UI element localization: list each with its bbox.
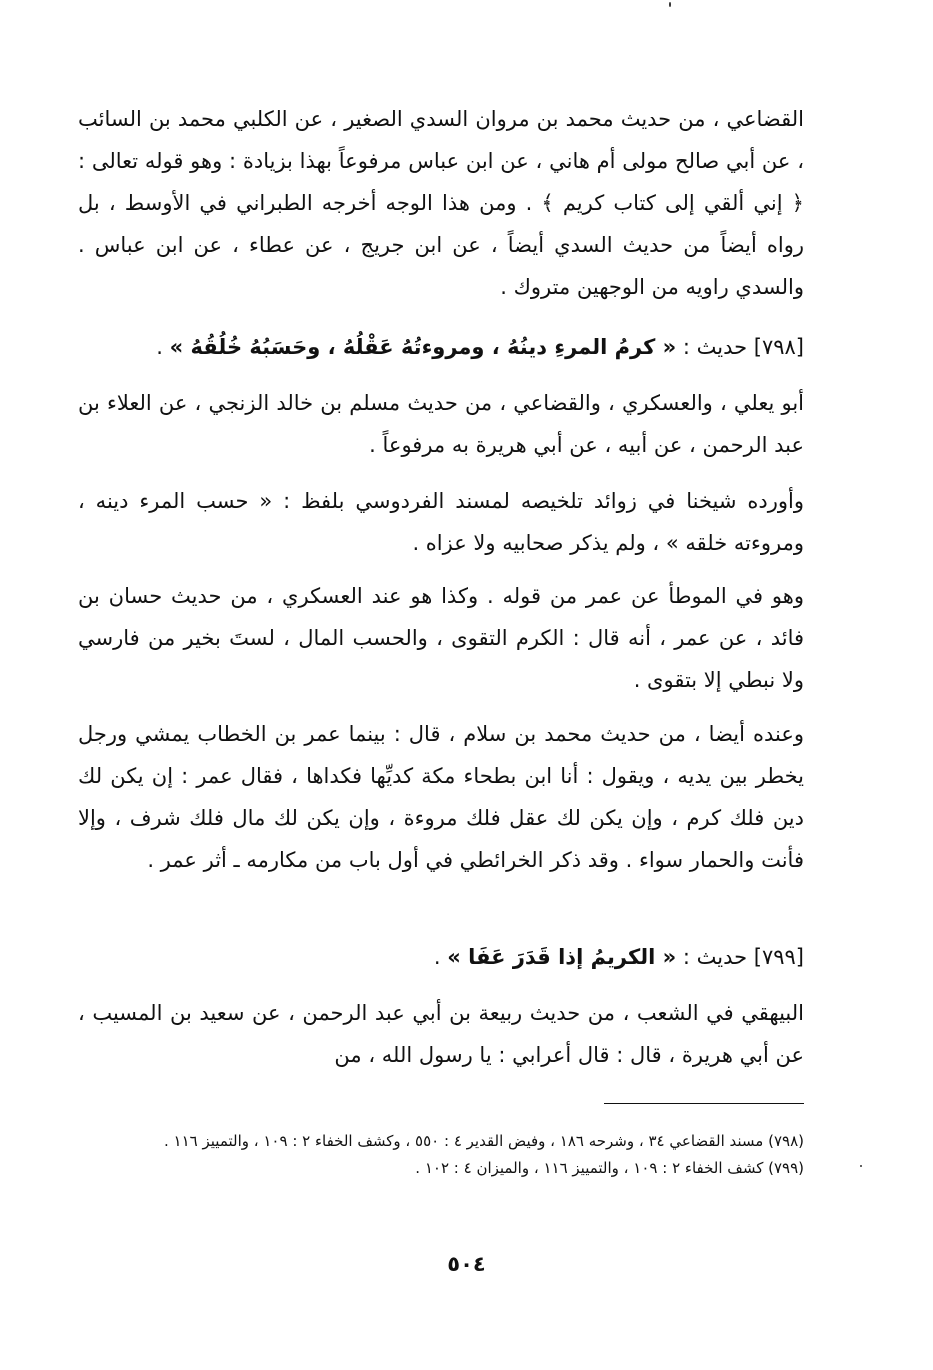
scan-speck: [860, 1165, 862, 1167]
footnote-separator: [604, 1103, 804, 1104]
paragraph-3: وأورده شيخنا في زوائد تلخيصه لمسند الفردوسي بلفظ : « حسب المرء دينه ، ومروءته خلقه » ، ولم يذكر صحابيه ولا عزاه .: [78, 489, 804, 555]
paragraph-4: وهو في الموطأ عن عمر من قوله . وكذا هو عند العسكري ، من حديث حسان بن فائد ، عن عمر ، أنه قال : الكرم التقوى ، والحسب المال ، لستَ بخير من فارسي ولا نبطي إلا بتقوى .: [78, 584, 804, 692]
page-number: ٥٠٤: [447, 1252, 486, 1276]
footnote-798: (٧٩٨) مسند القضاعي ٣٤ ، وشرحه ١٨٦ ، وفيض القدير ٤ : ٥٥٠ ، وكشف الخفاء ٢ : ١٠٩ ، والتمييز ١١٦ .: [164, 1132, 804, 1150]
hadith-798: [78, 326, 804, 368]
paragraph-2: أبو يعلي ، والعسكري ، والقضاعي ، من حديث مسلم بن خالد الزنجي ، عن العلاء بن عبد الرحمن ، عن أبيه ، عن أبي هريرة به مرفوعاً .: [78, 391, 804, 457]
hadith-799-number: [٧٩٩] حديث :: [682, 945, 804, 969]
footnotes: [78, 1128, 804, 1182]
hadith-798-end: .: [156, 335, 163, 359]
scan-speck: [669, 2, 671, 7]
hadith-798-number: [٧٩٨] حديث :: [682, 335, 804, 359]
paragraph-5: وعنده أيضا ، من حديث محمد بن سلام ، قال : بينما عمر بن الخطاب يمشي ورجل يخطر بين يديه ، ويقول : أنا ابن بطحاء مكة كديِّها فكداها ، فقال عمر : إن يكن لك دين فلك كرم ، وإن يكن لك عقل فلك مروءة ، وإن يكن لك مال فلك شرف ، وإلا فأنت والحمار سواء . وقد ذكر الخرائطي في أول باب من مكارمه ـ أثر عمر .: [78, 722, 804, 872]
hadith-799: [78, 936, 804, 978]
hadith-799-end: .: [433, 945, 441, 969]
footnote-799: (٧٩٩) كشف الخفاء ٢ : ١٠٩ ، والتمييز ١١٦ ، والميزان ٤ : ١٠٢ .: [415, 1159, 804, 1177]
hadith-799-text: « الكريمُ إذا قَدَرَ عَفَا »: [447, 945, 677, 969]
hadith-798-text: « كرمُ المرءِ دينُهُ ، ومروءتُهُ عَقْلُهُ ، وحَسَبُهُ خُلُقُهُ »: [169, 335, 677, 359]
paragraph-1: القضاعي ، من حديث محمد بن مروان السدي الصغير ، عن الكلبي محمد بن السائب ، عن أبي صالح مولى أم هاني ، عن ابن عباس مرفوعاً بهذا بزيادة : وهو قوله تعالى : ﴿ إني ألقي إلى كتاب كريم ﴾ . ومن هذا الوجه أخرجه الطبراني في الأوسط ، بل رواه أيضاً من حديث السدي أيضاً ، عن ابن جريج ، عن عطاء ، عن ابن عباس . والسدي راويه من الوجهين متروك .: [78, 107, 804, 299]
paragraph-6: البيهقي في الشعب ، من حديث ربيعة بن أبي عبد الرحمن ، عن سعيد بن المسيب ، عن أبي هريرة ، قال : قال أعرابي : يا رسول الله ، من: [78, 1001, 804, 1067]
